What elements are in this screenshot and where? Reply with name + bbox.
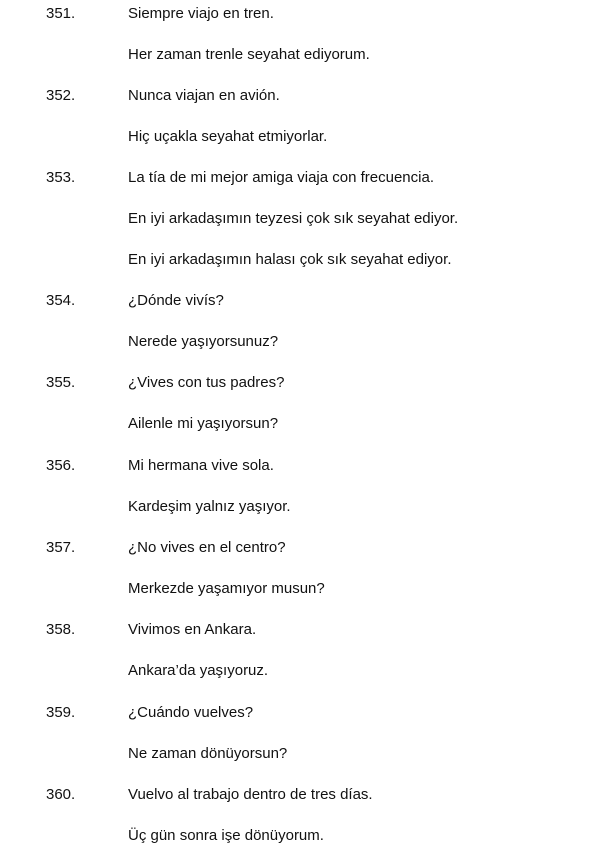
turkish-translation: Ne zaman dönüyorsun?	[128, 745, 288, 762]
spanish-sentence: Mi hermana vive sola.	[128, 457, 274, 474]
entry-number: 360.	[46, 786, 76, 803]
turkish-translation: En iyi arkadaşımın teyzesi çok sık seyahat ediyor.	[128, 210, 459, 227]
entry-number: 354.	[46, 292, 76, 309]
turkish-translation: En iyi arkadaşımın halası çok sık seyahat ediyor.	[128, 251, 452, 268]
turkish-translation: Merkezde yaşamıyor musun?	[128, 580, 325, 597]
spanish-sentence: ¿Cuándo vuelves?	[128, 704, 254, 721]
turkish-translation: Hiç uçakla seyahat etmiyorlar.	[128, 128, 328, 145]
spanish-sentence: ¿No vives en el centro?	[128, 539, 286, 556]
spanish-sentence: ¿Dónde vivís?	[128, 292, 224, 309]
turkish-translation: Kardeşim yalnız yaşıyor.	[128, 498, 291, 515]
spanish-sentence: Siempre viajo en tren.	[128, 5, 274, 22]
entry-number: 355.	[46, 374, 76, 391]
entry-number: 353.	[46, 169, 76, 186]
spanish-sentence: ¿Vives con tus padres?	[128, 374, 285, 391]
spanish-sentence: Nunca viajan en avión.	[128, 87, 280, 104]
turkish-translation: Üç gün sonra işe dönüyorum.	[128, 827, 324, 844]
turkish-translation: Ailenle mi yaşıyorsun?	[128, 415, 279, 432]
turkish-translation: Nerede yaşıyorsunuz?	[128, 333, 279, 350]
entry-number: 351.	[46, 5, 76, 22]
turkish-translation: Ankara’da yaşıyoruz.	[128, 662, 269, 679]
spanish-sentence: Vivimos en Ankara.	[128, 621, 257, 638]
entry-number: 359.	[46, 704, 76, 721]
spanish-sentence: Vuelvo al trabajo dentro de tres días.	[128, 786, 373, 803]
entry-number: 358.	[46, 621, 76, 638]
turkish-translation: Her zaman trenle seyahat ediyorum.	[128, 46, 370, 63]
entry-number: 352.	[46, 87, 76, 104]
entry-number: 357.	[46, 539, 76, 556]
entry-number: 356.	[46, 457, 76, 474]
spanish-sentence: La tía de mi mejor amiga viaja con frecuencia.	[128, 169, 434, 186]
